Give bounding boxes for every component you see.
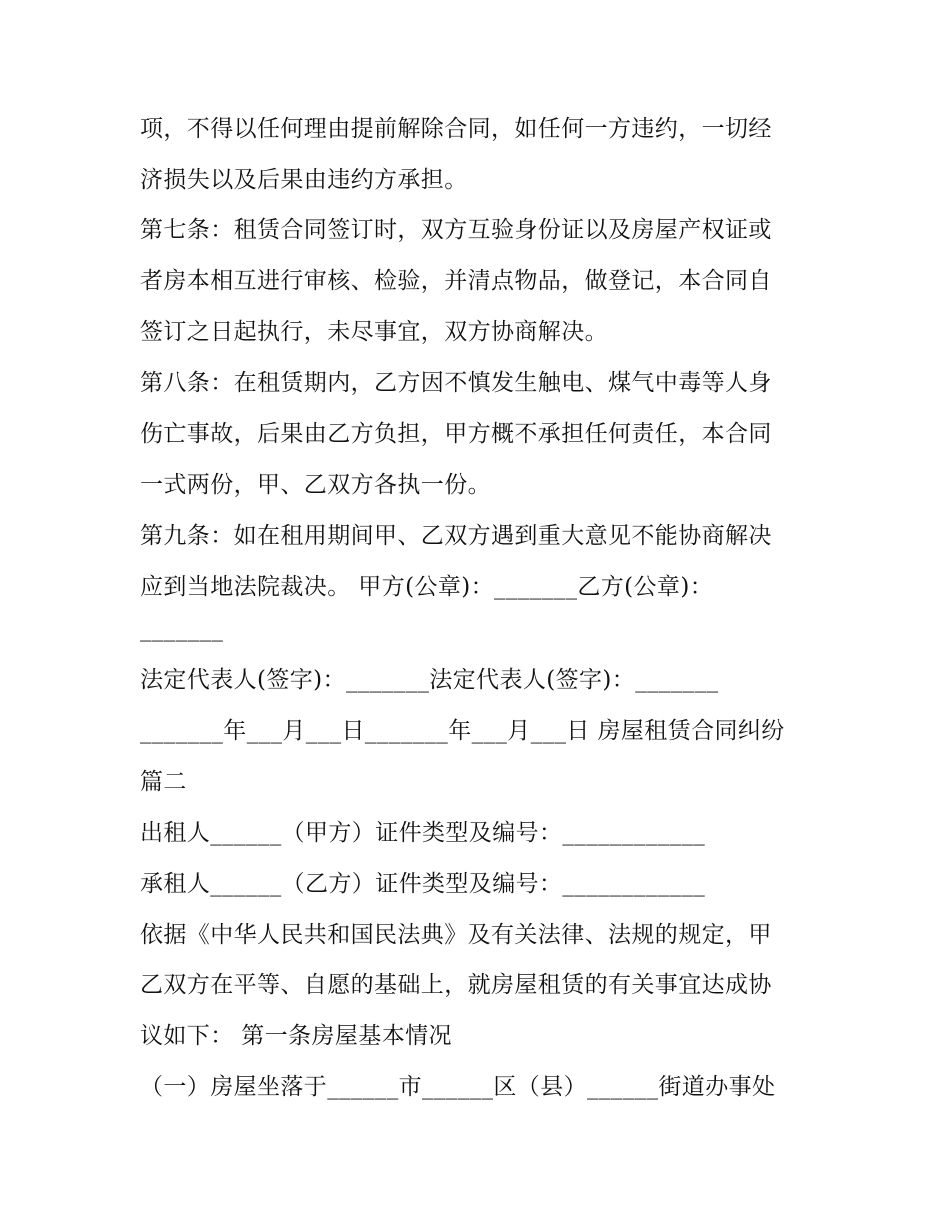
text-line: _______	[140, 616, 224, 642]
text-line: 济损失以及后果由违约方承担。	[140, 167, 468, 193]
text-line: 应到当地法院裁决。 甲方(公章)：_______乙方(公章)：	[140, 574, 714, 600]
text-line: 乙双方在平等、自愿的基础上，就房屋租赁的有关事宜达成协	[140, 972, 772, 998]
text-line: 承租人______（乙方）证件类型及编号：____________	[140, 871, 706, 897]
text-line: 项，不得以任何理由提前解除合同，如任何一方违约，一切经	[140, 116, 772, 142]
text-line: 第九条：如在租用期间甲、乙双方遇到重大意见不能协商解决	[140, 523, 772, 549]
text-line: （一）房屋坐落于______市______区（县）______街道办事处	[140, 1074, 776, 1100]
text-line: _______年___月___日_______年___月___日 房屋租赁合同纠纷	[140, 718, 785, 744]
text-line: 议如下： 第一条房屋基本情况	[140, 1023, 452, 1049]
text-line: 法定代表人(签字)：_______法定代表人(签字)：_______	[140, 667, 719, 693]
text-line: 一式两份，甲、乙双方各执一份。	[140, 472, 491, 498]
section-heading: 篇二	[140, 769, 187, 795]
text-line: 者房本相互进行审核、检验，并清点物品，做登记，本合同自	[140, 268, 772, 294]
text-line: 伤亡事故，后果由乙方负担，甲方概不承担任何责任，本合同	[140, 421, 772, 447]
text-line: 第七条：租赁合同签订时，双方互验身份证以及房屋产权证或	[140, 217, 772, 243]
text-line: 签订之日起执行，未尽事宜，双方协商解决。	[140, 319, 608, 345]
text-line: 第八条：在租赁期内，乙方因不慎发生触电、煤气中毒等人身	[140, 370, 772, 396]
text-line: 出租人______（甲方）证件类型及编号：____________	[140, 820, 706, 846]
text-line: 依据《中华人民共和国民法典》及有关法律、法规的规定，甲	[140, 922, 772, 948]
